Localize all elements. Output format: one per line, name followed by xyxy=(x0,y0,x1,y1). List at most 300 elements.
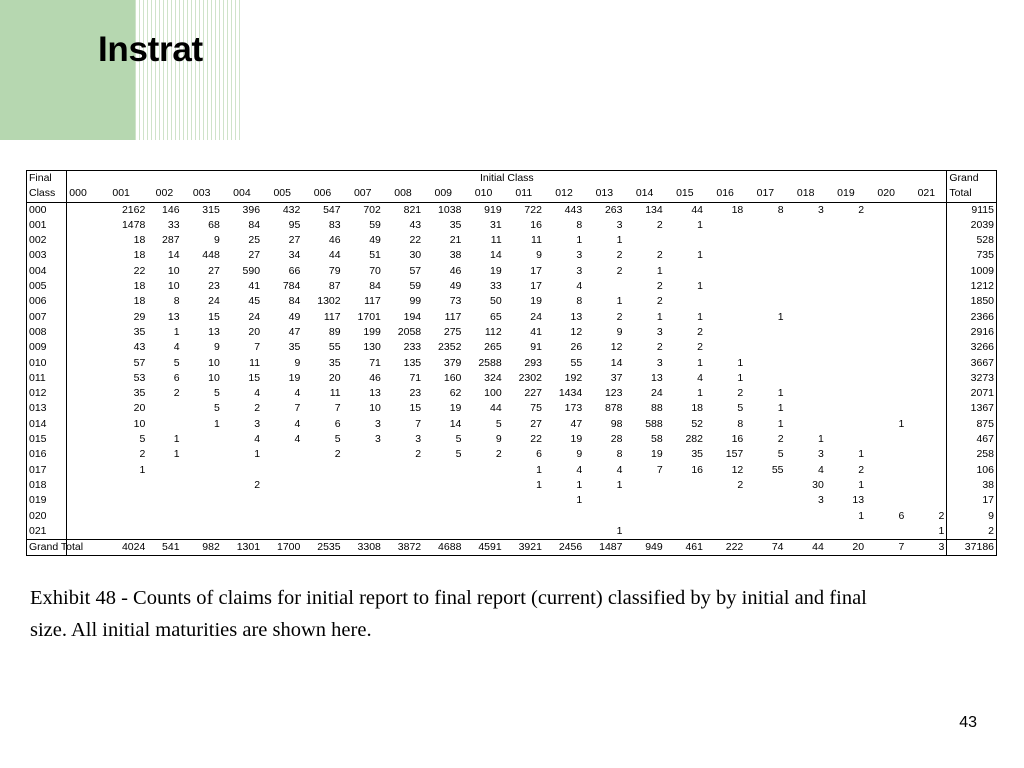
column-header: 015 xyxy=(665,186,705,202)
table-cell: 22 xyxy=(409,234,422,247)
table-cell: 49 xyxy=(449,280,462,293)
table-cell xyxy=(745,509,785,524)
table-row xyxy=(27,356,997,371)
table-cell xyxy=(786,248,826,263)
table-cell xyxy=(544,509,584,524)
column-header: 005 xyxy=(262,186,302,202)
table-cell: 5 xyxy=(334,433,341,446)
table-cell xyxy=(463,524,503,540)
table-cell: 52 xyxy=(691,417,703,430)
table-cell xyxy=(786,340,826,355)
row-total: 2039 xyxy=(947,218,997,233)
table-cell: 5 xyxy=(455,448,462,461)
table-cell xyxy=(705,310,745,325)
table-cell: 8 xyxy=(616,448,623,461)
table-cell: 12 xyxy=(570,325,583,338)
table-row xyxy=(27,325,997,340)
table-cell: 1 xyxy=(697,387,703,400)
table-cell: 14 xyxy=(610,356,623,369)
grand-total-cell: 982 xyxy=(182,540,222,556)
table-cell: 1 xyxy=(139,463,146,476)
table-cell: 135 xyxy=(403,356,422,369)
table-cell xyxy=(745,233,785,248)
table-cell xyxy=(67,524,95,540)
table-cell xyxy=(182,447,222,462)
table-cell: 2 xyxy=(616,249,623,262)
table-cell: 287 xyxy=(162,234,180,247)
table-cell xyxy=(463,463,503,478)
table-cell: 66 xyxy=(288,264,301,277)
table-cell xyxy=(745,524,785,540)
table-cell: 5 xyxy=(777,448,784,461)
table-cell: 233 xyxy=(403,341,422,354)
table-cell: 379 xyxy=(443,356,462,369)
table-cell xyxy=(383,509,423,524)
table-cell: 1 xyxy=(697,280,703,293)
table-cell xyxy=(423,493,463,508)
table-cell xyxy=(624,509,664,524)
table-cell: 2 xyxy=(938,509,945,522)
table-cell: 4 xyxy=(294,387,301,400)
table-cell xyxy=(182,463,222,478)
table-cell: 12 xyxy=(610,341,623,354)
table-cell xyxy=(705,264,745,279)
table-cell: 44 xyxy=(489,402,502,415)
row-total: 1367 xyxy=(947,401,997,416)
table-cell xyxy=(147,524,181,540)
table-cell: 27 xyxy=(248,249,261,262)
table-cell: 57 xyxy=(133,356,146,369)
table-cell xyxy=(665,493,705,508)
table-cell: 1038 xyxy=(438,203,462,216)
grand-total-cell: 3872 xyxy=(383,540,423,556)
table-cell xyxy=(147,478,181,493)
table-cell: 1 xyxy=(254,448,261,461)
table-cell: 4 xyxy=(576,463,583,476)
table-cell xyxy=(262,493,302,508)
table-cell: 4 xyxy=(576,280,583,293)
table-cell: 2 xyxy=(697,341,703,354)
table-cell: 31 xyxy=(489,218,502,231)
row-total: 3667 xyxy=(947,356,997,371)
table-cell: 263 xyxy=(604,203,623,216)
table-cell: 2 xyxy=(858,463,865,476)
table-cell: 18 xyxy=(133,280,146,293)
table-cell: 16 xyxy=(731,433,744,446)
row-label: 008 xyxy=(27,325,67,340)
table-cell: 70 xyxy=(369,264,381,277)
table-cell xyxy=(67,233,95,248)
table-cell xyxy=(95,478,147,493)
table-cell xyxy=(67,386,95,401)
row-total: 3266 xyxy=(947,340,997,355)
table-cell: 4 xyxy=(173,341,180,354)
table-cell xyxy=(665,478,705,493)
table-cell xyxy=(705,493,745,508)
table-cell: 22 xyxy=(133,264,146,277)
table-cell xyxy=(423,509,463,524)
table-cell xyxy=(786,509,826,524)
table-cell: 71 xyxy=(369,356,381,369)
table-cell: 1 xyxy=(656,264,663,277)
table-cell: 25 xyxy=(248,234,261,247)
table-cell xyxy=(584,509,624,524)
table-cell: 10 xyxy=(208,371,220,384)
page-number: 43 xyxy=(959,714,977,731)
table-cell xyxy=(302,478,342,493)
table-cell: 46 xyxy=(449,264,462,277)
table-cell: 15 xyxy=(248,371,261,384)
table-cell xyxy=(624,524,664,540)
table-row xyxy=(27,310,997,325)
table-cell: 24 xyxy=(651,387,663,400)
row-total: 258 xyxy=(947,447,997,462)
table-cell: 2 xyxy=(656,295,663,308)
table-cell xyxy=(866,310,906,325)
table-cell xyxy=(343,478,383,493)
table-cell xyxy=(343,447,383,462)
table-cell xyxy=(67,463,95,478)
table-row xyxy=(27,463,997,478)
table-cell: 11 xyxy=(329,387,341,400)
table-cell: 2 xyxy=(415,448,422,461)
table-cell: 15 xyxy=(409,402,422,415)
table-cell xyxy=(705,294,745,309)
table-cell xyxy=(786,417,826,432)
table-cell xyxy=(906,325,947,340)
table-cell: 100 xyxy=(484,387,502,400)
table-cell xyxy=(67,478,95,493)
table-row xyxy=(27,264,997,279)
table-cell: 1 xyxy=(737,356,744,369)
table-cell xyxy=(826,371,866,386)
column-header: 020 xyxy=(866,186,906,202)
table-cell: 13 xyxy=(369,387,381,400)
table-cell: 1 xyxy=(697,356,703,369)
column-header: 021 xyxy=(906,186,947,202)
table-row xyxy=(27,509,997,524)
corner-label-bottom: Class xyxy=(27,186,67,202)
table-cell: 1434 xyxy=(558,387,583,400)
row-label: 020 xyxy=(27,509,67,524)
slide-title: Instrat xyxy=(98,30,203,69)
grand-total-value: 37186 xyxy=(947,540,997,556)
column-header: 017 xyxy=(745,186,785,202)
table-cell xyxy=(786,294,826,309)
column-header: 013 xyxy=(584,186,624,202)
table-cell: 68 xyxy=(208,218,220,231)
table-cell: 75 xyxy=(530,402,542,415)
table-cell: 1 xyxy=(616,478,623,491)
table-cell xyxy=(866,356,906,371)
table-cell xyxy=(745,325,785,340)
table-cell xyxy=(906,417,947,432)
table-cell xyxy=(866,279,906,294)
table-cell xyxy=(906,478,947,493)
table-cell: 14 xyxy=(489,249,502,262)
table-cell xyxy=(786,233,826,248)
table-cell xyxy=(67,310,95,325)
table-cell: 9 xyxy=(616,325,623,338)
column-header: 011 xyxy=(504,186,544,202)
grand-total-cell: 20 xyxy=(826,540,866,556)
table-row xyxy=(27,279,997,294)
table-cell: 1 xyxy=(576,234,583,247)
table-cell xyxy=(786,218,826,233)
grand-total-cell: 2535 xyxy=(302,540,342,556)
exhibit-caption: Exhibit 48 - Counts of claims for initial report to final report (current) classified by by initial and final size. All initial maturities are shown here. xyxy=(30,587,867,641)
table-cell: 19 xyxy=(530,295,542,308)
table-row xyxy=(27,478,997,493)
table-cell xyxy=(906,432,947,447)
table-cell: 1 xyxy=(576,494,583,507)
table-cell: 11 xyxy=(490,234,502,247)
table-cell xyxy=(624,478,664,493)
table-cell: 173 xyxy=(564,402,583,415)
row-label: 003 xyxy=(27,248,67,263)
table-cell xyxy=(906,386,947,401)
grand-total-row xyxy=(27,540,997,556)
table-cell: 19 xyxy=(449,402,462,415)
table-cell xyxy=(745,340,785,355)
table-cell: 13 xyxy=(651,371,663,384)
table-cell xyxy=(906,233,947,248)
table-cell: 27 xyxy=(530,417,542,430)
table-cell xyxy=(866,463,906,478)
table-cell xyxy=(222,463,262,478)
table-cell xyxy=(705,233,745,248)
table-cell: 9 xyxy=(536,249,542,262)
table-cell xyxy=(786,524,826,540)
table-cell: 1 xyxy=(938,524,945,537)
column-header: 010 xyxy=(463,186,503,202)
table-cell: 95 xyxy=(288,218,301,231)
table-cell: 18 xyxy=(133,295,146,308)
table-cell: 35 xyxy=(133,325,146,338)
table-cell xyxy=(67,493,95,508)
table-cell: 14 xyxy=(167,249,180,262)
table-cell: 1 xyxy=(858,509,865,522)
table-cell: 3 xyxy=(576,264,583,277)
table-cell xyxy=(383,478,423,493)
table-cell xyxy=(147,463,181,478)
accent-block xyxy=(0,0,135,140)
table-cell: 7 xyxy=(415,417,422,430)
table-cell xyxy=(826,401,866,416)
grand-total-cell: 222 xyxy=(705,540,745,556)
table-cell: 8 xyxy=(576,218,583,231)
table-cell xyxy=(705,325,745,340)
table-cell xyxy=(147,493,181,508)
table-cell xyxy=(67,356,95,371)
table-cell: 878 xyxy=(604,402,623,415)
table-cell: 58 xyxy=(651,433,663,446)
table-cell xyxy=(826,386,866,401)
table-cell xyxy=(182,509,222,524)
table-cell: 1 xyxy=(616,234,623,247)
grand-total-cell: 541 xyxy=(147,540,181,556)
table-cell: 2 xyxy=(858,203,865,216)
table-cell: 9 xyxy=(213,341,220,354)
column-header: 006 xyxy=(302,186,342,202)
table-cell: 13 xyxy=(167,310,180,323)
table-cell xyxy=(786,356,826,371)
table-cell: 1 xyxy=(777,402,784,415)
table-cell: 275 xyxy=(443,325,462,338)
table-cell: 6 xyxy=(334,417,341,430)
table-row xyxy=(27,248,997,263)
table-cell: 27 xyxy=(208,264,220,277)
table-cell xyxy=(705,248,745,263)
column-header: 016 xyxy=(705,186,745,202)
table-cell xyxy=(705,279,745,294)
row-total: 875 xyxy=(947,417,997,432)
table-cell: 134 xyxy=(645,203,663,216)
table-cell: 17 xyxy=(530,280,542,293)
table-cell: 1 xyxy=(616,295,623,308)
table-cell: 4 xyxy=(616,463,623,476)
table-cell: 7 xyxy=(294,402,301,415)
table-cell: 13 xyxy=(208,325,220,338)
table-cell: 1 xyxy=(656,310,663,323)
table-cell: 7 xyxy=(334,402,341,415)
table-cell xyxy=(906,218,947,233)
table-cell xyxy=(906,401,947,416)
table-cell xyxy=(222,493,262,508)
table-cell xyxy=(423,463,463,478)
grand-total-cell: 4591 xyxy=(463,540,503,556)
row-total: 2366 xyxy=(947,310,997,325)
table-cell: 2 xyxy=(697,325,703,338)
row-label: 007 xyxy=(27,310,67,325)
table-cell xyxy=(906,447,947,462)
table-cell xyxy=(866,264,906,279)
table-cell: 1 xyxy=(777,417,784,430)
table-cell: 49 xyxy=(369,234,381,247)
table-cell: 44 xyxy=(328,249,341,262)
table-cell: 1 xyxy=(536,463,542,476)
table-cell xyxy=(866,371,906,386)
table-cell xyxy=(343,509,383,524)
table-cell: 84 xyxy=(288,295,301,308)
table-cell xyxy=(826,356,866,371)
table-cell: 117 xyxy=(364,295,381,308)
table-cell xyxy=(624,233,664,248)
table-cell: 3 xyxy=(616,218,623,231)
row-total: 2916 xyxy=(947,325,997,340)
table-cell: 2 xyxy=(737,387,744,400)
column-header: 007 xyxy=(343,186,383,202)
grand-total-cell: 4688 xyxy=(423,540,463,556)
table-cell: 17 xyxy=(530,264,542,277)
grand-total-cell: 3921 xyxy=(504,540,544,556)
table-cell xyxy=(705,218,745,233)
table-cell xyxy=(302,463,342,478)
grand-total-cell: 2456 xyxy=(544,540,584,556)
table-cell xyxy=(866,478,906,493)
table-cell: 43 xyxy=(133,341,146,354)
table-cell: 5 xyxy=(455,433,462,446)
table-cell: 9 xyxy=(213,234,220,247)
grand-total-cell: 3 xyxy=(906,540,947,556)
table-cell: 282 xyxy=(685,433,703,446)
table-cell: 33 xyxy=(489,280,502,293)
table-cell: 5 xyxy=(495,417,502,430)
table-cell xyxy=(826,417,866,432)
table-cell: 2 xyxy=(656,341,663,354)
column-header: 018 xyxy=(786,186,826,202)
row-total: 467 xyxy=(947,432,997,447)
table-cell xyxy=(665,264,705,279)
table-cell: 55 xyxy=(328,341,341,354)
table-cell: 3 xyxy=(656,325,663,338)
table-cell: 123 xyxy=(604,387,623,400)
row-label: 006 xyxy=(27,294,67,309)
row-label: 005 xyxy=(27,279,67,294)
table-cell: 588 xyxy=(645,417,663,430)
table-cell: 112 xyxy=(484,325,502,338)
table-cell xyxy=(67,417,95,432)
table-cell: 7 xyxy=(656,463,663,476)
table-cell xyxy=(67,325,95,340)
table-cell: 16 xyxy=(691,463,703,476)
table-cell: 99 xyxy=(409,295,422,308)
table-cell: 5 xyxy=(213,387,220,400)
table-cell: 24 xyxy=(208,295,220,308)
table-cell: 443 xyxy=(564,203,583,216)
grand-total-cell: 1700 xyxy=(262,540,302,556)
table-cell: 2588 xyxy=(478,356,502,369)
table-cell: 4 xyxy=(817,463,824,476)
table-cell xyxy=(262,463,302,478)
row-total: 9115 xyxy=(947,202,997,218)
row-total: 17 xyxy=(947,493,997,508)
table-cell: 59 xyxy=(409,280,422,293)
row-label: 013 xyxy=(27,401,67,416)
table-cell xyxy=(866,432,906,447)
table-cell xyxy=(906,371,947,386)
table-cell: 8 xyxy=(737,417,744,430)
table-cell xyxy=(67,294,95,309)
table-cell: 46 xyxy=(369,371,381,384)
table-row xyxy=(27,493,997,508)
table-cell: 2 xyxy=(616,264,623,277)
table-cell: 2 xyxy=(656,249,663,262)
table-cell xyxy=(95,509,147,524)
table-cell xyxy=(745,478,785,493)
table-cell: 2 xyxy=(173,387,180,400)
row-label: 011 xyxy=(27,371,67,386)
table-cell: 73 xyxy=(449,295,462,308)
table-cell xyxy=(67,509,95,524)
table-cell: 722 xyxy=(524,203,542,216)
table-cell: 2 xyxy=(495,448,502,461)
table-cell: 8 xyxy=(576,295,583,308)
table-cell xyxy=(906,202,947,218)
table-cell: 1701 xyxy=(357,310,381,323)
table-cell: 20 xyxy=(328,371,341,384)
table-row xyxy=(27,401,997,416)
table-cell xyxy=(826,264,866,279)
table-cell xyxy=(866,325,906,340)
table-cell: 50 xyxy=(489,295,502,308)
table-cell xyxy=(866,386,906,401)
table-cell xyxy=(866,233,906,248)
table-cell xyxy=(826,248,866,263)
table-cell: 18 xyxy=(133,234,146,247)
table-cell xyxy=(67,264,95,279)
table-cell: 30 xyxy=(409,249,422,262)
